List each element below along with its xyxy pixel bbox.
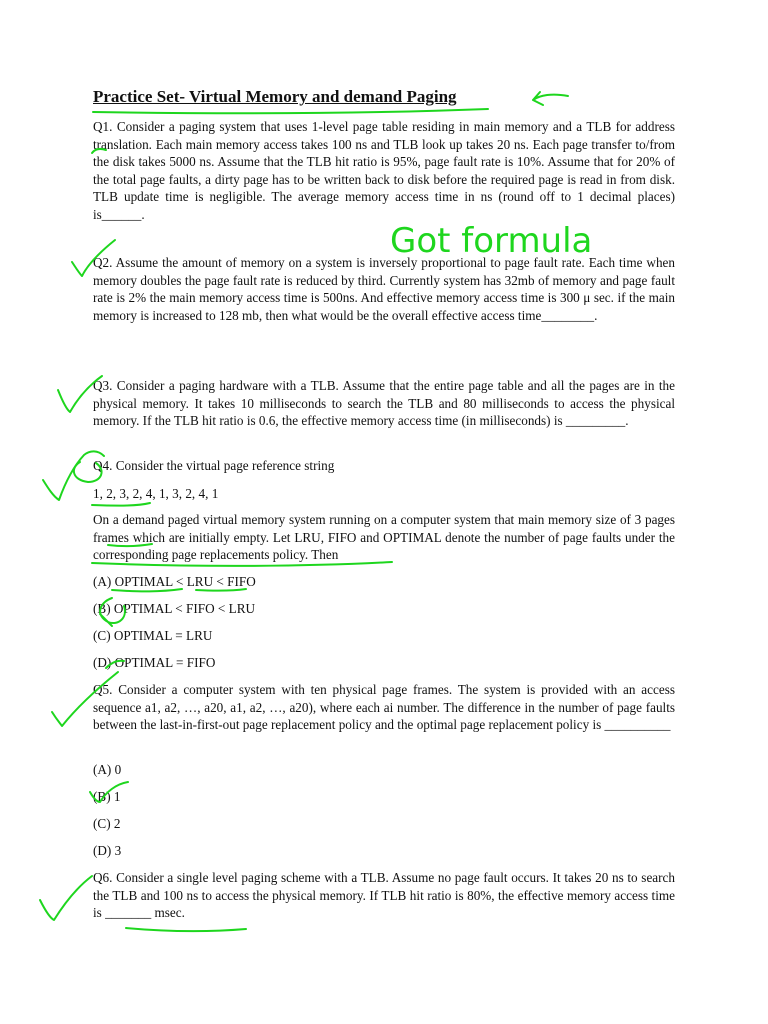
question-1: Q1. Consider a paging system that uses 1-level page table residing in main memory and a TLB for address translation. Each main memory access takes 100 ns and TLB look up takes 20 ns. Each page transfer to/from the disk takes 5000 ns. Assume that the TLB hit ratio is 95%, page fault rate is 10%. Assume that for 20% of the total page faults, a dirty page has to be written back to disk before the required page is read in from disk. TLB update time is negligible. The average memory access time in ns (round off to 1 decimal places) is______. xyxy=(93,119,675,222)
q5-option-d: (D) 3 xyxy=(93,843,122,858)
question-5: Q5. Consider a computer system with ten physical page frames. The system is provided with an access sequence a1, a2, …, a20, a1, a2, …, a20), where each ai number. The difference in the number of page faults between the last-in-first-out page replacement policy and the optimal page replacement policy is __________ xyxy=(93,682,675,733)
q4-option-b: (B) OPTIMAL < FIFO < LRU xyxy=(93,601,256,616)
question-6: Q6. Consider a single level paging scheme with a TLB. Assume no page fault occurs. It takes 20 ns to search the TLB and 100 ns to access the physical memory. If TLB hit ratio is 80%, the effective memory access time is _______ msec. xyxy=(93,870,675,921)
question-3: Q3. Consider a paging hardware with a TLB. Assume that the entire page table and all the pages are in the physical memory. It takes 10 milliseconds to search the TLB and 80 milliseconds to access the physical memory. If the TLB hit ratio is 0.6, the effective memory access time (in milliseconds) is _________. xyxy=(93,378,675,429)
q5-option-b: (B) 1 xyxy=(93,789,121,804)
question-4: Q4. Consider the virtual page reference string xyxy=(93,458,335,473)
question-4-body: On a demand paged virtual memory system running on a computer system that main memory size of 3 pages frames which are initially empty. Let LRU, FIFO and OPTIMAL denote the number of page faults under the corresponding page replacements policy. Then xyxy=(93,512,675,563)
q4-option-c: (C) OPTIMAL = LRU xyxy=(93,628,213,643)
q5-option-a: (A) 0 xyxy=(93,762,122,777)
question-2: Q2. Assume the amount of memory on a system is inversely proportional to page fault rate. Each time when memory doubles the page fault rate is reduced by third. Currently system has 32mb of memory and page fault rate is 2% the main memory access time is 500ns. And effective memory access time is 300 μ sec. if the main memory is increased to 128 mb, then what would be the overall effective access time________. xyxy=(93,255,675,323)
reference-string: 1, 2, 3, 2, 4, 1, 3, 2, 4, 1 xyxy=(93,486,219,501)
q5-option-c: (C) 2 xyxy=(93,816,121,831)
q4-option-d: (D) OPTIMAL = FIFO xyxy=(93,655,216,670)
document-title: Practice Set- Virtual Memory and demand Paging xyxy=(93,87,457,106)
q4-option-a: (A) OPTIMAL < LRU < FIFO xyxy=(93,574,256,589)
handwritten-note: Got formula xyxy=(390,221,593,261)
